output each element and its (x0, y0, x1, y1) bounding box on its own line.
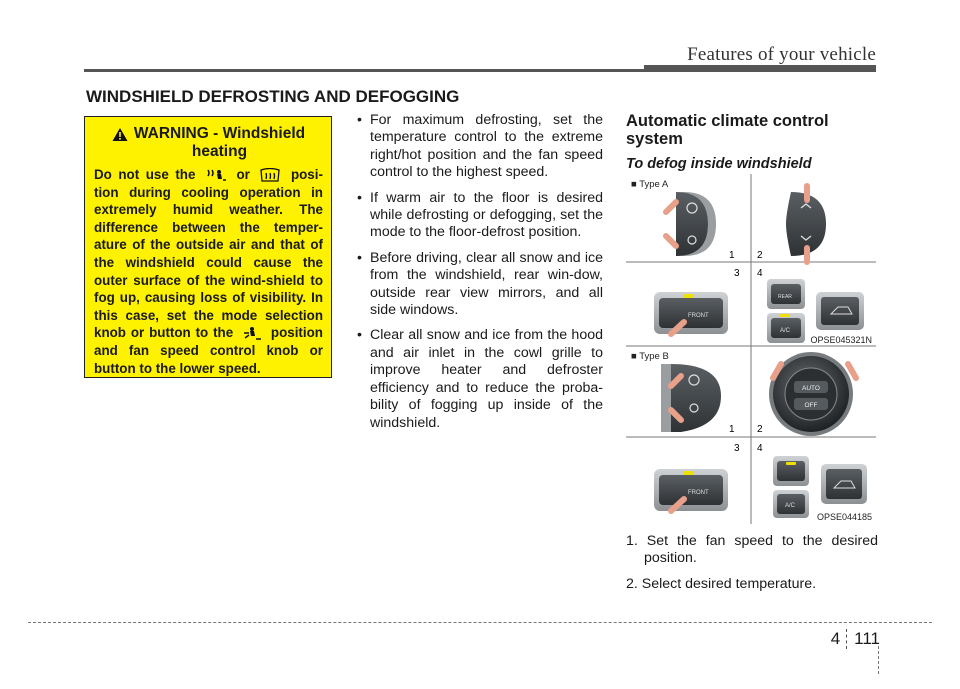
label-1a: 1 (729, 250, 735, 261)
footer-vertical-rule (878, 646, 879, 674)
svg-text:FRONT: FRONT (688, 490, 709, 496)
type-a-label: ■ Type A (631, 179, 669, 190)
procedure-title: To defog inside windshield (626, 156, 812, 172)
bullet-item-clear-hood: • Clear all snow and ice from the hood and air inlet in the cowl grille to improve heater and defroster efficiency and to reduce the proba-bility of fogging up inside of the windshield. (356, 327, 603, 431)
header-title: Features of your vehicle (687, 44, 876, 65)
warning-text-part2: posi-tion during cooling operation in extremely humid weather. The difference between the temper-ature of the outside air and that of the windshield could cause the outer surface of the wind-shield to fog up, causing loss of visibility. In this case, set the mode selection knob or button to the (94, 167, 323, 341)
label-2b: 2 (757, 424, 763, 435)
bullet-column (356, 112, 603, 440)
warning-triangle-icon (112, 127, 128, 142)
label-3a: 3 (734, 268, 740, 279)
page-number (831, 629, 880, 649)
step-1: 1. Set the fan speed to the desired position. (626, 533, 878, 567)
page-number-value: 111 (854, 629, 880, 648)
figure-code-b: OPSE044185 (816, 512, 872, 522)
control-panel-figure (626, 174, 876, 524)
warning-subject-line2: heating (191, 143, 248, 160)
floor-vent-mode-icon (241, 326, 263, 341)
fan-speed-button-a (676, 192, 716, 256)
svg-text:FRONT: FRONT (688, 313, 709, 319)
warning-body (94, 166, 323, 377)
chapter-number: 4 (830, 629, 841, 648)
floor-defrost-mode-icon (205, 168, 227, 182)
figure-code-a: OPSE045321N (810, 335, 872, 345)
front-defrost-button-a (654, 292, 728, 334)
figure-svg (626, 174, 876, 524)
right-column (626, 112, 878, 172)
bullet-item-max-defrost: • For maximum defrosting, set the temperature control to the extreme right/hot position and the fan speed control to the highest speed. (356, 112, 603, 182)
warning-box (84, 116, 332, 378)
rear-ac-buttons-b (773, 456, 867, 518)
warning-header (94, 125, 323, 161)
footer-rule (28, 622, 932, 623)
subsection-title: Automatic climate control system (626, 112, 829, 148)
warning-subject: Windshield (222, 125, 306, 142)
bullet-item-floor-defrost: • If warm air to the floor is desired while defrosting or defogging, set the mode to the floor-defrost position. (356, 190, 603, 242)
label-3b: 3 (734, 443, 740, 454)
page-number-separator (846, 629, 848, 649)
header-rule-accent (644, 65, 876, 72)
warning-text-or: or (236, 167, 250, 182)
warning-text-part1: Do not use the (94, 167, 196, 182)
label-1b: 1 (729, 424, 735, 435)
label-2a: 2 (757, 250, 763, 261)
bullet-item-clear-windows: • Before driving, clear all snow and ice from the windshield, rear win-dow, outside rear view mirrors, and all side windows. (356, 250, 603, 320)
steps-list (626, 533, 878, 601)
bullet-list (356, 112, 603, 432)
section-title: WINDSHIELD DEFROSTING AND DEFOGGING (86, 87, 460, 106)
front-defrost-button-b (654, 469, 728, 511)
svg-text:AUTO: AUTO (802, 385, 820, 392)
svg-text:OFF: OFF (804, 402, 818, 409)
step-2: 2. Select desired temperature. (626, 575, 817, 592)
svg-text:A/C: A/C (780, 328, 791, 334)
warning-text-part3: position and fan speed control knob or button to the lower speed. (94, 325, 323, 376)
rear-ac-buttons-a (767, 279, 864, 343)
svg-text:A/C: A/C (785, 503, 796, 509)
defrost-mode-icon (259, 168, 281, 183)
label-4a: 4 (757, 268, 763, 279)
fan-speed-button-b (661, 364, 721, 432)
svg-text:REAR: REAR (778, 294, 792, 300)
warning-title (134, 125, 305, 161)
warning-label: WARNING - (133, 125, 219, 142)
label-4b: 4 (757, 443, 763, 454)
type-b-label: ■ Type B (631, 351, 669, 362)
